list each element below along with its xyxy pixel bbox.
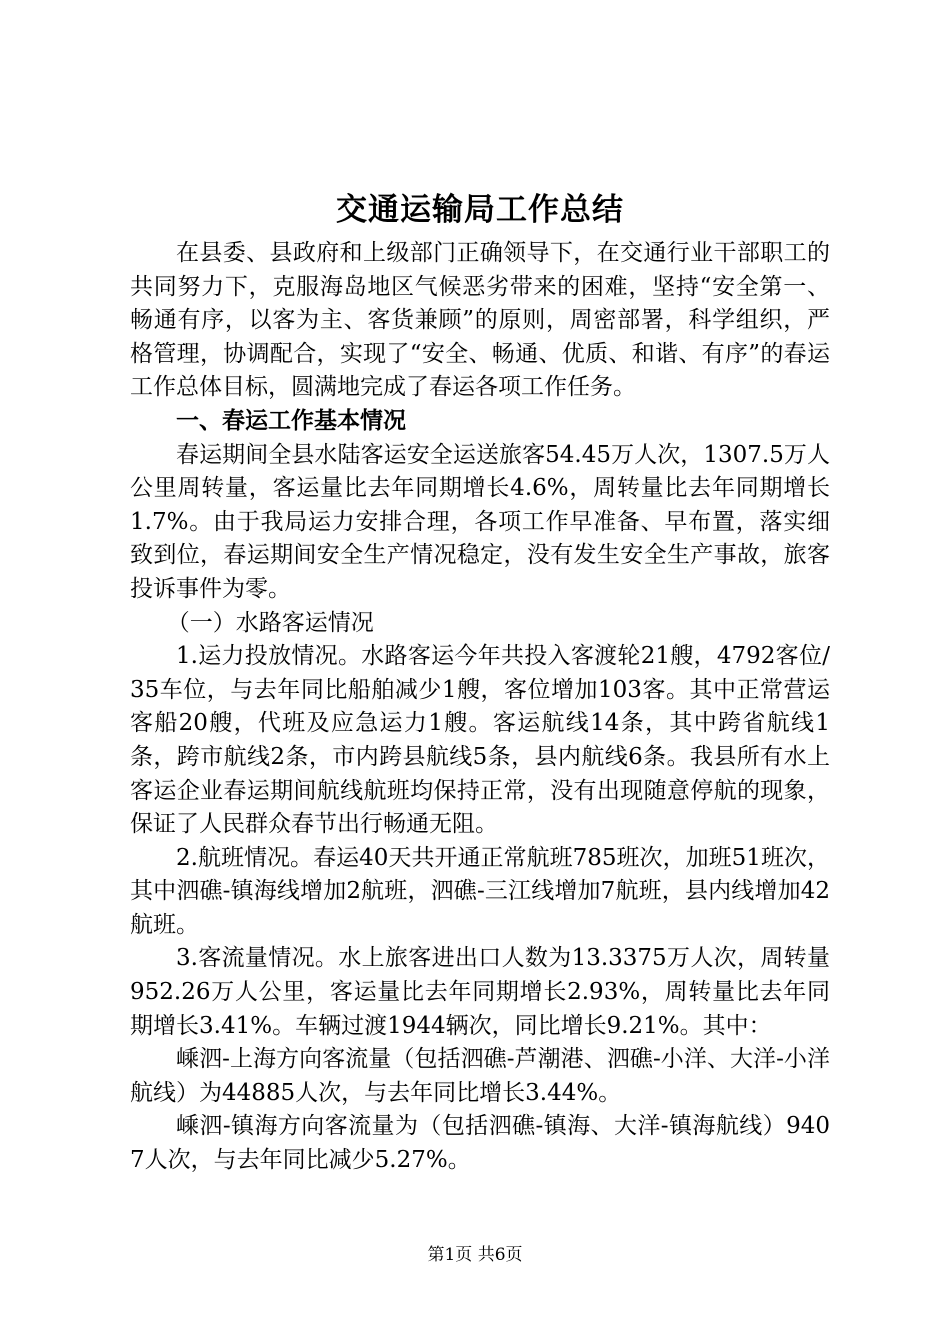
subsection1-paragraph-flights: 2.航班情况。春运40天共开通正常航班785班次，加班51班次，其中泗礁-镇海线增加2航班，泗礁-三江线增加7航班，县内线增加42航班。 — [130, 844, 830, 938]
document-body — [130, 185, 830, 1178]
intro-paragraph: 在县委、县政府和上级部门正确领导下，在交通行业干部职工的共同努力下，克服海岛地区气候恶劣带来的困难，坚持“安全第一、畅通有序，以客为主、客货兼顾”的原则，周密部署，科学组织，严格管理，协调配合，实现了“安全、畅通、优质、和谐、有序”的春运工作总体目标，圆满地完成了春运各项工作任务。 — [130, 240, 830, 401]
subsection1-paragraph-passenger-flow: 3.客流量情况。水上旅客进出口人数为13.3375万人次，周转量952.26万人公里，客运量比去年同期增长2.93%，周转量比去年同期增长3.41%。车辆过渡1944辆次，同比增长9.21%。其中： — [130, 945, 830, 1039]
subsection-heading-1: （一）水路客运情况 — [166, 609, 374, 636]
section-heading-1: 一、春运工作基本情况 — [176, 407, 406, 434]
subsection1-paragraph-shanghai-route: 嵊泗-上海方向客流量（包括泗礁-芦潮港、泗礁-小洋、大洋-小洋航线）为44885人次，与去年同比增长3.44%。 — [130, 1046, 830, 1106]
page-footer: 第1页 共6页 — [427, 1245, 523, 1265]
subsection1-paragraph-zhenhai-route: 嵊泗-镇海方向客流量为（包括泗礁-镇海、大洋-镇海航线）9407人次，与去年同比减少5.27%。 — [130, 1113, 830, 1174]
document-title: 交通运输局工作总结 — [336, 192, 624, 228]
subsection1-paragraph-capacity: 1.运力投放情况。水路客运今年共投入客渡轮21艘，4792客位/35车位，与去年同比船舶减少1艘，客位增加103客。其中正常营运客船20艘，代班及应急运力1艘。客运航线14条，其中跨省航线1条，跨市航线2条，市内跨县航线5条，县内航线6条。我县所有水上客运企业春运期间航线航班均保持正常，没有出现随意停航的现象，保证了人民群众春节出行畅通无阻。 — [130, 643, 830, 838]
section1-paragraph: 春运期间全县水陆客运安全运送旅客54.45万人次，1307.5万人公里周转量，客运量比去年同期增长4.6%，周转量比去年同期增长1.7%。由于我局运力安排合理，各项工作早准备、早布置，落实细致到位，春运期间安全生产情况稳定，没有发生安全生产事故，旅客投诉事件为零。 — [130, 441, 830, 602]
